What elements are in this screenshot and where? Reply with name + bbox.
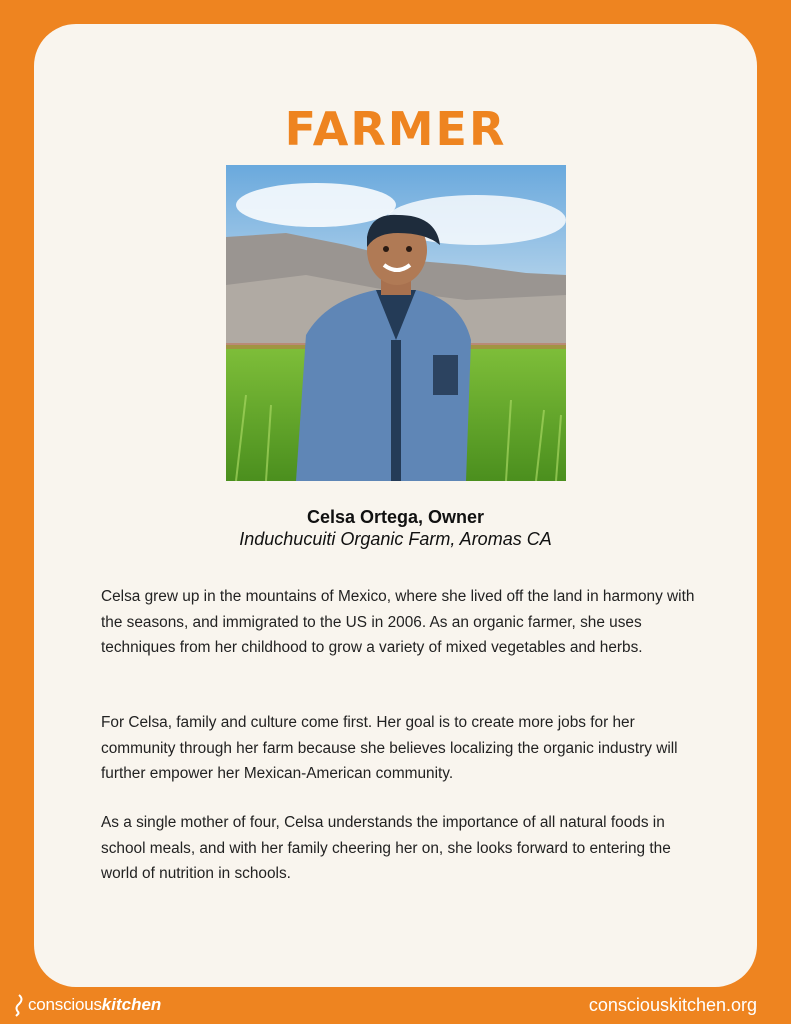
logo-text-kitchen: kitchen [101, 995, 162, 1014]
farmer-name: Celsa Ortega, Owner [306, 507, 485, 527]
website-link[interactable]: consciouskitchen.org [588, 995, 757, 1015]
profile-card [34, 24, 757, 987]
page-title: FARMER [284, 102, 507, 156]
bio-paragraph-1: Celsa grew up in the mountains of Mexico, where she lived off the land in harmony with the seasons, and immigrated to the US in 2006. As an organic farmer, she uses techniques from her childhood to grow a variety of mixed vegetables and herbs. [101, 588, 695, 656]
conscious-kitchen-logo [12, 990, 161, 1020]
bio-paragraph-2: For Celsa, family and culture come first. Her goal is to create more jobs for her community through her farm because she believes localizing the organic industry will further empower her Mexican-American community. [101, 714, 678, 782]
swirl-icon [12, 993, 26, 1017]
farm-name: Induchucuiti Organic Farm, Aromas CA [239, 529, 552, 549]
bio-paragraph-3: As a single mother of four, Celsa understands the importance of all natural foods in school meals, and with her family cheering her on, she looks forward to entering the world of nutrition in schools. [101, 814, 671, 882]
farmer-photo [226, 165, 566, 481]
logo-text-conscious: conscious [28, 995, 102, 1014]
